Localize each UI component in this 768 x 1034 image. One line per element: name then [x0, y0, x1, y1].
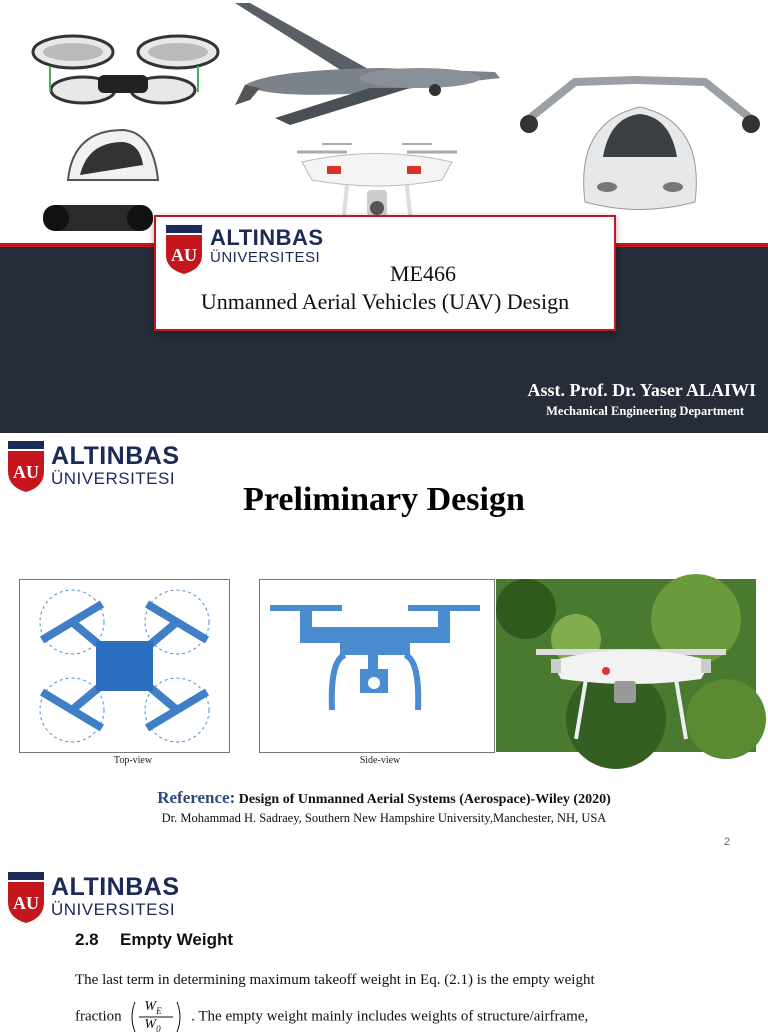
title-slide	[0, 0, 768, 433]
fraction-numerator: $W_E$	[144, 999, 162, 1016]
logo-name: ALTINBAS	[51, 873, 180, 901]
logo-subname: ÜNIVERSITESI	[51, 469, 176, 488]
side-view-diagram	[259, 579, 495, 753]
section-number: 2.8	[75, 930, 99, 949]
svg-text:AU: AU	[13, 462, 39, 482]
logo-name: ALTINBAS	[210, 225, 324, 250]
body-text-line-1: The last term in determining maximum takeoff weight in Eq. (2.1) is the empty weight	[75, 972, 595, 988]
logo-subname: ÜNIVERSITESI	[210, 249, 321, 266]
drone-photo	[496, 579, 756, 752]
department-name: Mechanical Engineering Department	[546, 404, 744, 418]
university-shield-icon	[6, 870, 46, 924]
reference-author: Dr. Mohammad H. Sadraey, Southern New Hampshire University,Manchester, NH, USA	[161, 811, 607, 825]
section-heading	[75, 930, 233, 950]
course-title: Unmanned Aerial Vehicles (UAV) Design	[200, 289, 570, 314]
reference-title: Design of Unmanned Aerial Systems (Aerospace)-Wiley (2020)	[238, 792, 611, 807]
title-card	[154, 215, 616, 331]
quadcopter-top-view-icon	[20, 580, 229, 752]
weight-fraction	[129, 1000, 183, 1034]
quadcopter-side-view-icon	[260, 580, 494, 752]
body-text-line-2	[75, 1000, 675, 1034]
reference-label: Reference:	[157, 788, 236, 807]
preliminary-design-slide	[0, 433, 768, 858]
empty-weight-slide	[0, 858, 768, 1034]
logo-subname: ÜNIVERSITESI	[51, 900, 176, 919]
top-view-caption: Top-view	[113, 755, 153, 766]
side-view-caption: Side-view	[359, 755, 401, 766]
flying-car-concept-image	[28, 30, 218, 240]
university-logo	[6, 870, 196, 930]
fraction-denominator: $W_0$	[144, 1017, 161, 1034]
author-name: Asst. Prof. Dr. Yaser ALAIWI	[527, 380, 756, 400]
fraction-suffix: . The empty weight mainly includes weights of structure/airframe,	[191, 1008, 589, 1025]
page-number: 2	[723, 836, 730, 848]
svg-text:AU: AU	[13, 893, 39, 913]
uav-collage	[0, 0, 768, 245]
slide-title: Preliminary Design	[243, 481, 525, 518]
fraction-prefix: fraction	[75, 1008, 122, 1025]
logo-name: ALTINBAS	[51, 442, 180, 470]
military-uav-image	[230, 0, 510, 130]
winged-car-image	[515, 62, 765, 222]
section-title: Empty Weight	[120, 930, 234, 949]
top-view-diagram	[19, 579, 230, 753]
svg-text:AU: AU	[171, 245, 197, 265]
reference-line	[0, 788, 768, 808]
drone-in-trees-image	[496, 579, 756, 752]
course-code: ME466	[390, 261, 456, 286]
